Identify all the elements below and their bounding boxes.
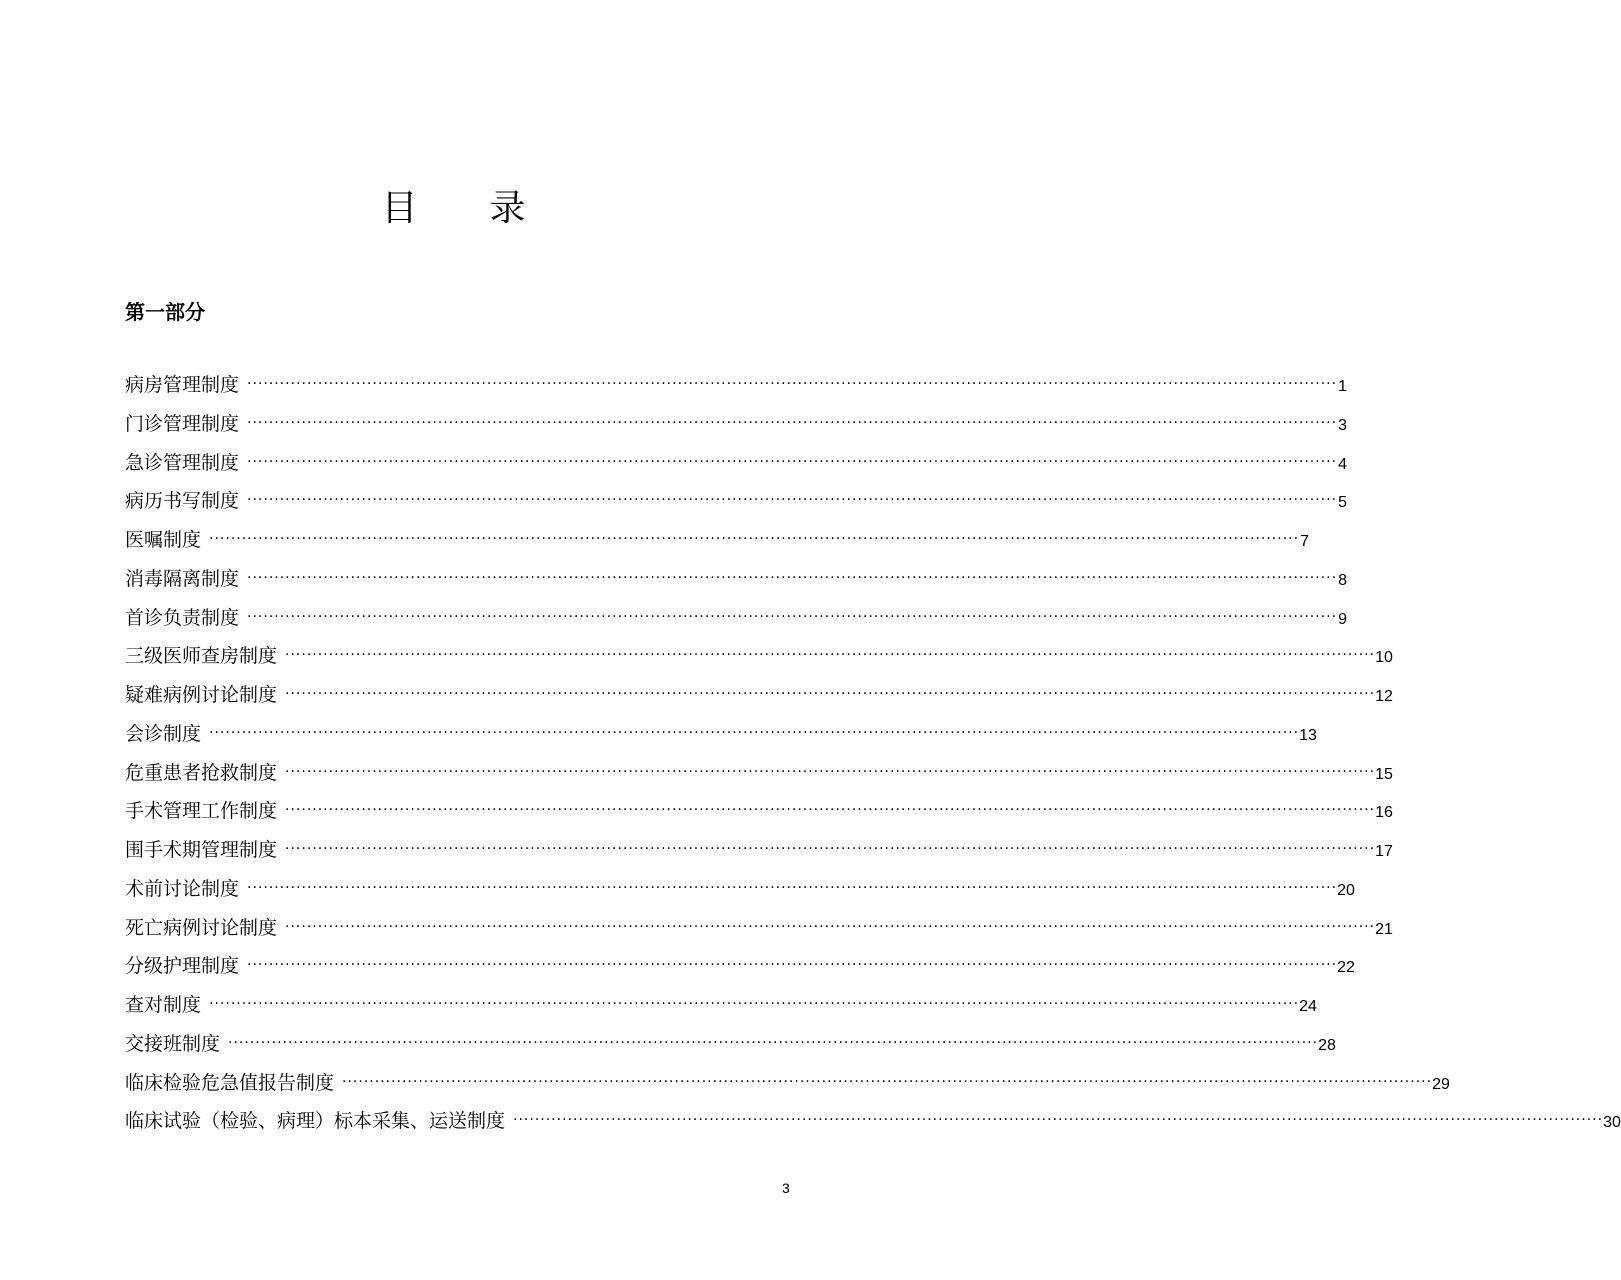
toc-leader-dots: ········································································································································································································	[247, 608, 1338, 625]
toc-entry-page: 17	[1375, 843, 1393, 860]
section-heading: 第一部分	[125, 300, 205, 324]
toc-entry[interactable]	[125, 719, 1317, 758]
toc-leader-dots: ········································································································································································································	[285, 841, 1376, 857]
toc-leader-dots: ········································································································································································································	[247, 376, 1338, 392]
toc-entry[interactable]	[125, 796, 1393, 835]
toc-entry[interactable]	[125, 835, 1393, 874]
toc-entry-page: 24	[1299, 998, 1317, 1015]
toc-entry-title: 病历书写制度	[125, 490, 240, 513]
toc-leader-dots: ········································································································································································································	[342, 1073, 1433, 1090]
toc-leader-dots: ········································································································································································································	[209, 724, 1300, 741]
toc-leader-dots: ········································································································································································································	[228, 1034, 1319, 1051]
toc-entry-page: 7	[1300, 533, 1310, 550]
toc-entry-page: 20	[1337, 881, 1355, 899]
page-number: 3	[782, 1180, 790, 1196]
toc-entry-page: 4	[1338, 455, 1348, 473]
toc-entry-title: 临床试验（检验、病理）标本采集、运送制度	[125, 1110, 506, 1133]
toc-leader-dots: ········································································································································································································	[247, 492, 1338, 509]
toc-entry-page: 3	[1338, 416, 1348, 434]
toc-entry-title: 围手术期管理制度	[125, 839, 278, 861]
toc-entry-title: 术前讨论制度	[125, 877, 240, 900]
toc-entry-page: 8	[1338, 571, 1348, 589]
toc-entry-title: 手术管理工作制度	[125, 800, 278, 823]
toc-entry-title: 医嘱制度	[125, 529, 202, 551]
toc-entry-page: 22	[1337, 959, 1355, 977]
toc-entry[interactable]	[125, 603, 1348, 642]
toc-entry-page: 12	[1375, 688, 1393, 705]
toc-leader-dots: ········································································································································································································	[209, 996, 1300, 1012]
toc-entry[interactable]	[125, 409, 1348, 448]
toc-entry-title: 分级护理制度	[125, 955, 240, 978]
toc-entry-title: 死亡病例讨论制度	[125, 916, 278, 939]
toc-entry-title: 三级医师查房制度	[125, 645, 278, 668]
toc-entry[interactable]	[125, 913, 1393, 952]
title-char-2: 录	[489, 188, 526, 229]
table-of-contents	[125, 370, 1621, 1145]
toc-entry[interactable]	[125, 525, 1310, 564]
toc-entry-page: 16	[1375, 804, 1393, 822]
toc-entry-title: 消毒隔离制度	[125, 567, 240, 590]
toc-entry-title: 病房管理制度	[125, 374, 240, 396]
toc-entry[interactable]	[125, 1029, 1336, 1068]
toc-leader-dots: ········································································································································································································	[285, 686, 1376, 702]
toc-entry-title: 门诊管理制度	[125, 412, 240, 435]
toc-entry-title: 交接班制度	[125, 1032, 221, 1055]
toc-entry-page: 21	[1375, 920, 1393, 938]
title-char-1: 目	[381, 188, 418, 229]
toc-entry-page: 13	[1299, 726, 1317, 744]
toc-entry[interactable]	[125, 758, 1393, 797]
toc-entry[interactable]	[125, 951, 1355, 990]
toc-entry[interactable]	[125, 1068, 1450, 1107]
toc-entry-title: 急诊管理制度	[125, 451, 240, 474]
toc-leader-dots: ········································································································································································································	[285, 802, 1376, 819]
toc-leader-dots: ········································································································································································································	[285, 647, 1376, 664]
toc-entry[interactable]	[125, 486, 1348, 525]
toc-entry-page: 1	[1338, 378, 1348, 395]
toc-entry[interactable]	[125, 370, 1348, 409]
toc-leader-dots: ········································································································································································································	[247, 453, 1338, 470]
toc-entry[interactable]	[125, 680, 1393, 719]
toc-entry-page: 10	[1375, 649, 1393, 667]
toc-entry-page: 29	[1432, 1075, 1450, 1093]
toc-entry[interactable]	[125, 990, 1317, 1029]
toc-entry[interactable]	[125, 564, 1348, 603]
toc-entry-title: 查对制度	[125, 994, 202, 1016]
toc-leader-dots: ········································································································································································································	[247, 879, 1338, 896]
toc-entry-page: 15	[1375, 765, 1393, 783]
toc-entry[interactable]	[125, 448, 1348, 487]
toc-entry-title: 首诊负责制度	[125, 606, 240, 629]
toc-entry-title: 疑难病例讨论制度	[125, 684, 278, 706]
toc-entry-title: 危重患者抢救制度	[125, 761, 278, 784]
toc-leader-dots: ········································································································································································································	[285, 763, 1376, 780]
toc-entry[interactable]	[125, 874, 1355, 913]
toc-entry-page: 30	[1603, 1114, 1621, 1132]
toc-entry[interactable]	[125, 1106, 1621, 1145]
toc-entry[interactable]	[125, 641, 1393, 680]
toc-entry-page: 9	[1338, 610, 1348, 628]
toc-entry-page: 28	[1318, 1036, 1336, 1054]
toc-leader-dots: ········································································································································································································	[285, 918, 1376, 935]
toc-entry-title: 会诊制度	[125, 722, 202, 745]
toc-entry-title: 临床检验危急值报告制度	[125, 1071, 335, 1094]
toc-leader-dots: ········································································································································································································	[247, 957, 1338, 974]
toc-leader-dots: ········································································································································································································	[247, 569, 1338, 586]
toc-leader-dots: ········································································································································································································	[513, 1112, 1604, 1129]
toc-leader-dots: ········································································································································································································	[209, 531, 1300, 547]
toc-entry-page: 5	[1338, 494, 1348, 512]
toc-leader-dots: ········································································································································································································	[247, 414, 1338, 431]
page-title	[0, 180, 907, 231]
